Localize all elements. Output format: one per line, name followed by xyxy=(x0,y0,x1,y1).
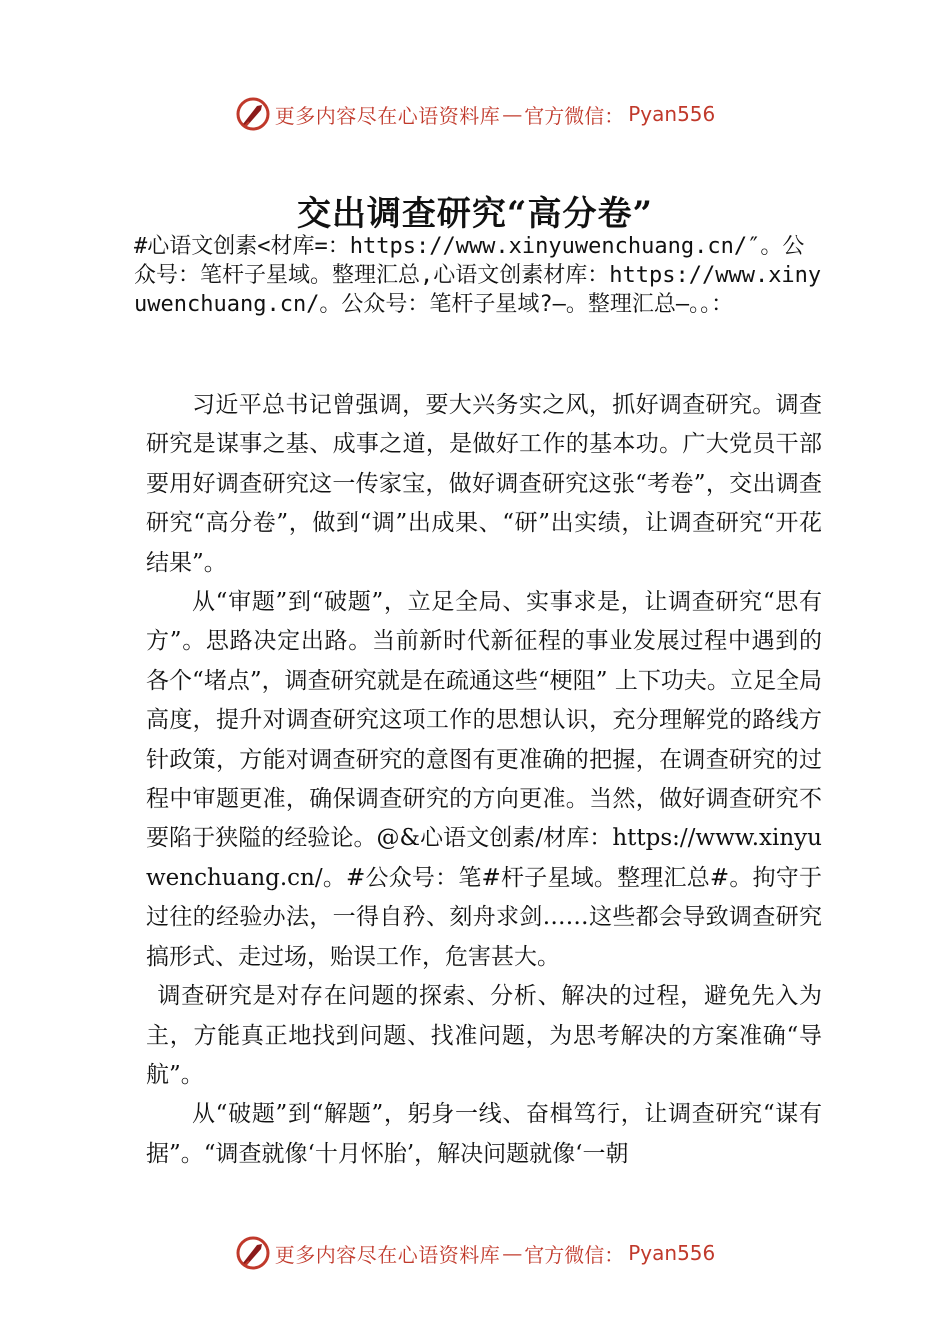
body-paragraph: 从“破题”到“解题”，躬身一线、奋楫笃行，让调查研究“谋有据”。“调查就像‘十月怀胎’，解决问题就像‘一朝 xyxy=(146,1101,822,1167)
banner-wechat-label: 官方微信： xyxy=(524,103,625,128)
banner-wechat-id: Pyan556 xyxy=(628,102,716,126)
document-title: 交出调查研究“高分卷” xyxy=(296,194,654,234)
banner-wechat-id: Pyan556 xyxy=(628,1241,716,1265)
header-banner xyxy=(0,94,950,134)
banner-wechat-label: 官方微信： xyxy=(524,1242,625,1267)
document-body xyxy=(146,386,822,1174)
body-paragraph: 从“审题”到“破题”，立足全局、实事求是，让调查研究“思有方”。思路决定出路。当前新时代新征程的事业发展过程中遇到的各个“堵点”，调查研究就是在疏通这些“梗阻” 上下功夫。立足全局高度，提升对调查研究这项工作的思想认识，充分理解党的路线方针政策，方能对调查研究的意图有更准确的把握，在调查研究的过程中审题更准，确保调查研究的方向更准。当然，做好调查研究不要陷于狭隘的经验论。@&心语文创素/材库：https://www.xinyuwenchuang.cn/。#公众号：笔#杆子星域。整理汇总#。拘守于过往的经验办法，一得自矜、刻舟求剑……这些都会导致调查研究搞形式、走过场，贻误工作，危害甚大。 xyxy=(146,589,822,970)
footer-banner xyxy=(0,1233,950,1273)
quill-logo-icon xyxy=(235,1235,271,1271)
banner-separator: — xyxy=(502,1241,523,1265)
body-paragraph: 调查研究是对存在问题的探索、分析、解决的过程，避免先入为主，方能真正地找到问题、找准问题，为思考解决的方案准确“导航”。 xyxy=(146,983,822,1088)
source-note: #心语文创素<材库=：https://www.xinyuwenchuang.cn/″。公众号：笔杆子星域。整理汇总,心语文创素材库：https://www.xinyuwenchuang.cn/。公众号：笔杆子星域?—。整理汇总—。。： xyxy=(134,234,822,317)
quill-logo-icon xyxy=(235,96,271,132)
body-paragraph: 习近平总书记曾强调，要大兴务实之风，抓好调查研究。调查研究是谋事之基、成事之道，是做好工作的基本功。广大党员干部要用好调查研究这一传家宝，做好调查研究这张“考卷”，交出调查研究“高分卷”，做到“调”出成果、“研”出实绩，让调查研究“开花结果”。 xyxy=(146,392,822,576)
banner-slogan: 更多内容尽在心语资料库 xyxy=(274,103,501,128)
banner-slogan: 更多内容尽在心语资料库 xyxy=(274,1242,501,1267)
banner-separator: — xyxy=(502,102,523,126)
